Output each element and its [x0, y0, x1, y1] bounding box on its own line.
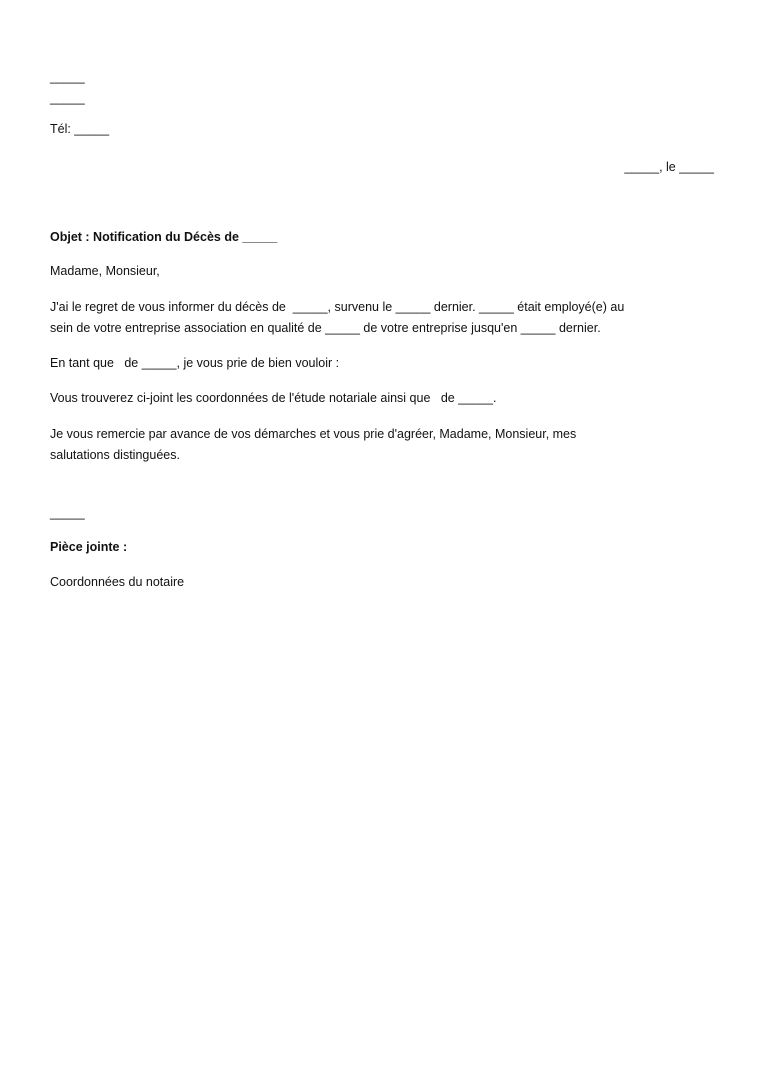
attachment-heading: Pièce jointe :	[50, 540, 128, 554]
sender-phone: Tél: _____	[50, 122, 110, 136]
subject-line: Objet : Notification du Décès de _____	[50, 230, 278, 244]
closing-paragraph-line-1: Je vous remercie par avance de vos démarches et vous prie d'agréer, Madame, Monsieur, mes	[50, 427, 577, 441]
signature: _____	[50, 506, 85, 520]
sender-address: _____	[50, 91, 85, 105]
attachment-item: Coordonnées du notaire	[50, 575, 185, 589]
sender-name: _____	[50, 70, 85, 84]
body-paragraph-3: Vous trouverez ci-joint les coordonnées de l'étude notariale ainsi que de _____.	[50, 391, 497, 405]
place-date: _____, le _____	[624, 160, 714, 174]
closing-paragraph-line-2: salutations distinguées.	[50, 448, 180, 462]
body-paragraph-1-line-2: sein de votre entreprise association en qualité de _____ de votre entreprise jusqu'en _____ dernier.	[50, 321, 601, 335]
body-paragraph-1-line-1: J'ai le regret de vous informer du décès de _____, survenu le _____ dernier. _____ était employé(e) au	[50, 300, 625, 314]
salutation: Madame, Monsieur,	[50, 264, 160, 278]
body-paragraph-2: En tant que de _____, je vous prie de bien vouloir :	[50, 356, 340, 370]
